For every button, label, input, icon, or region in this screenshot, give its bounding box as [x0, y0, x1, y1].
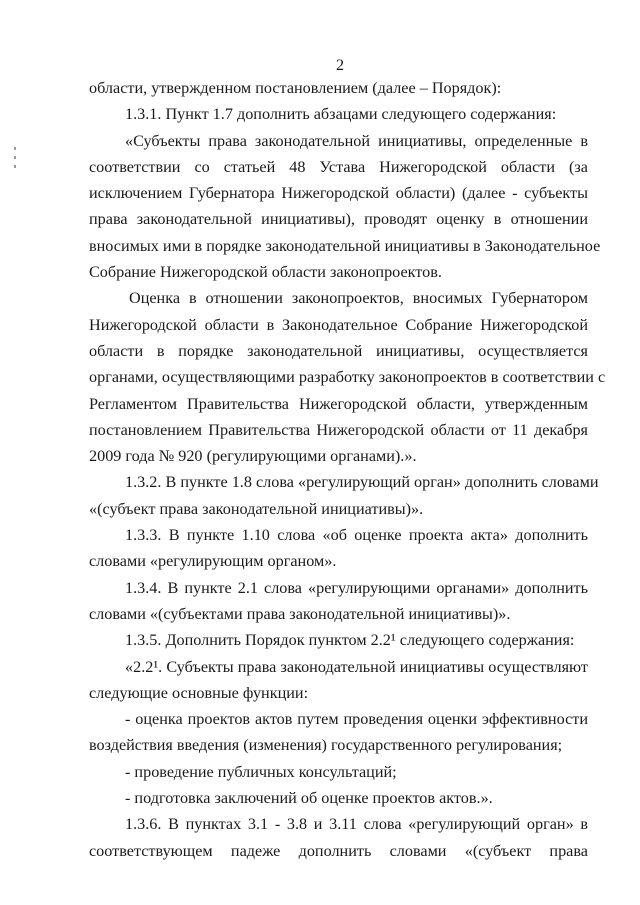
text-line: 1.3.3. В пункте 1.10 слова «об оценке проекта акта» дополнить — [125, 526, 588, 545]
text-line: «(субъект права законодательной инициативы)». — [89, 499, 424, 518]
text-line: «Субъекты права законодательной инициативы, определенные в — [125, 131, 588, 150]
text-line: Собрание Нижегородской области законопроектов. — [89, 263, 442, 282]
text-line: Оценка в отношении законопроектов, вносимых Губернатором — [129, 289, 588, 308]
text-line: соответствующем падеже дополнить словами «(субъект права — [89, 841, 588, 860]
page-number: 2 — [335, 56, 345, 74]
text-line: Нижегородской области в Законодательное Собрание Нижегородской — [89, 315, 588, 334]
text-line: 1.3.6. В пунктах 3.1 - 3.8 и 3.11 слова «регулирующий орган» в — [125, 815, 588, 834]
text-line: - проведение публичных консультаций; — [125, 762, 397, 781]
scan-mark — [14, 147, 16, 150]
text-line: 1.3.1. Пункт 1.7 дополнить абзацами следующего содержания: — [125, 105, 557, 124]
scan-mark — [14, 156, 16, 159]
text-line: 2009 года № 920 (регулирующими органами).». — [89, 447, 417, 466]
text-line: соответствии со статьей 48 Устава Нижегородской области (за — [89, 157, 588, 176]
text-line: - оценка проектов актов путем проведения оценки эффективности — [125, 710, 588, 729]
text-line: органами, осуществляющими разработку законопроектов в соответствии с — [89, 368, 606, 387]
scan-mark — [14, 165, 16, 168]
text-line: постановлением Правительства Нижегородской области от 11 декабря — [89, 420, 588, 439]
text-line: права законодательной инициативы), проводят оценку в отношении — [89, 210, 588, 229]
text-line: Регламентом Правительства Нижегородской области, утвержденным — [89, 394, 588, 413]
text-line: 1.3.4. В пункте 2.1 слова «регулирующими органами» дополнить — [125, 578, 588, 597]
text-line: 1.3.5. Дополнить Порядок пунктом 2.2¹ следующего содержания: — [125, 631, 575, 650]
text-line: - подготовка заключений об оценке проектов актов.». — [125, 789, 493, 808]
text-line: вносимых ими в порядке законодательной инициативы в Законодательное — [89, 236, 601, 255]
text-line: «2.2¹. Субъекты права законодательной инициативы осуществляют — [125, 657, 588, 676]
text-line: 1.3.2. В пункте 1.8 слова «регулирующий орган» дополнить словами — [125, 473, 599, 492]
document-body — [89, 75, 606, 864]
text-line: воздействия введения (изменения) государственного регулирования; — [89, 736, 563, 755]
text-line: следующие основные функции: — [89, 683, 309, 702]
text-line: области, утвержденном постановлением (далее – Порядок): — [89, 79, 502, 97]
text-line: словами «регулирующим органом». — [89, 552, 337, 571]
text-line: исключением Губернатора Нижегородской области) (далее - субъекты — [89, 184, 588, 203]
text-line: словами «(субъектами права законодательной инициативы)». — [89, 604, 511, 623]
text-line: области в порядке законодательной инициативы, осуществляется — [89, 341, 588, 360]
